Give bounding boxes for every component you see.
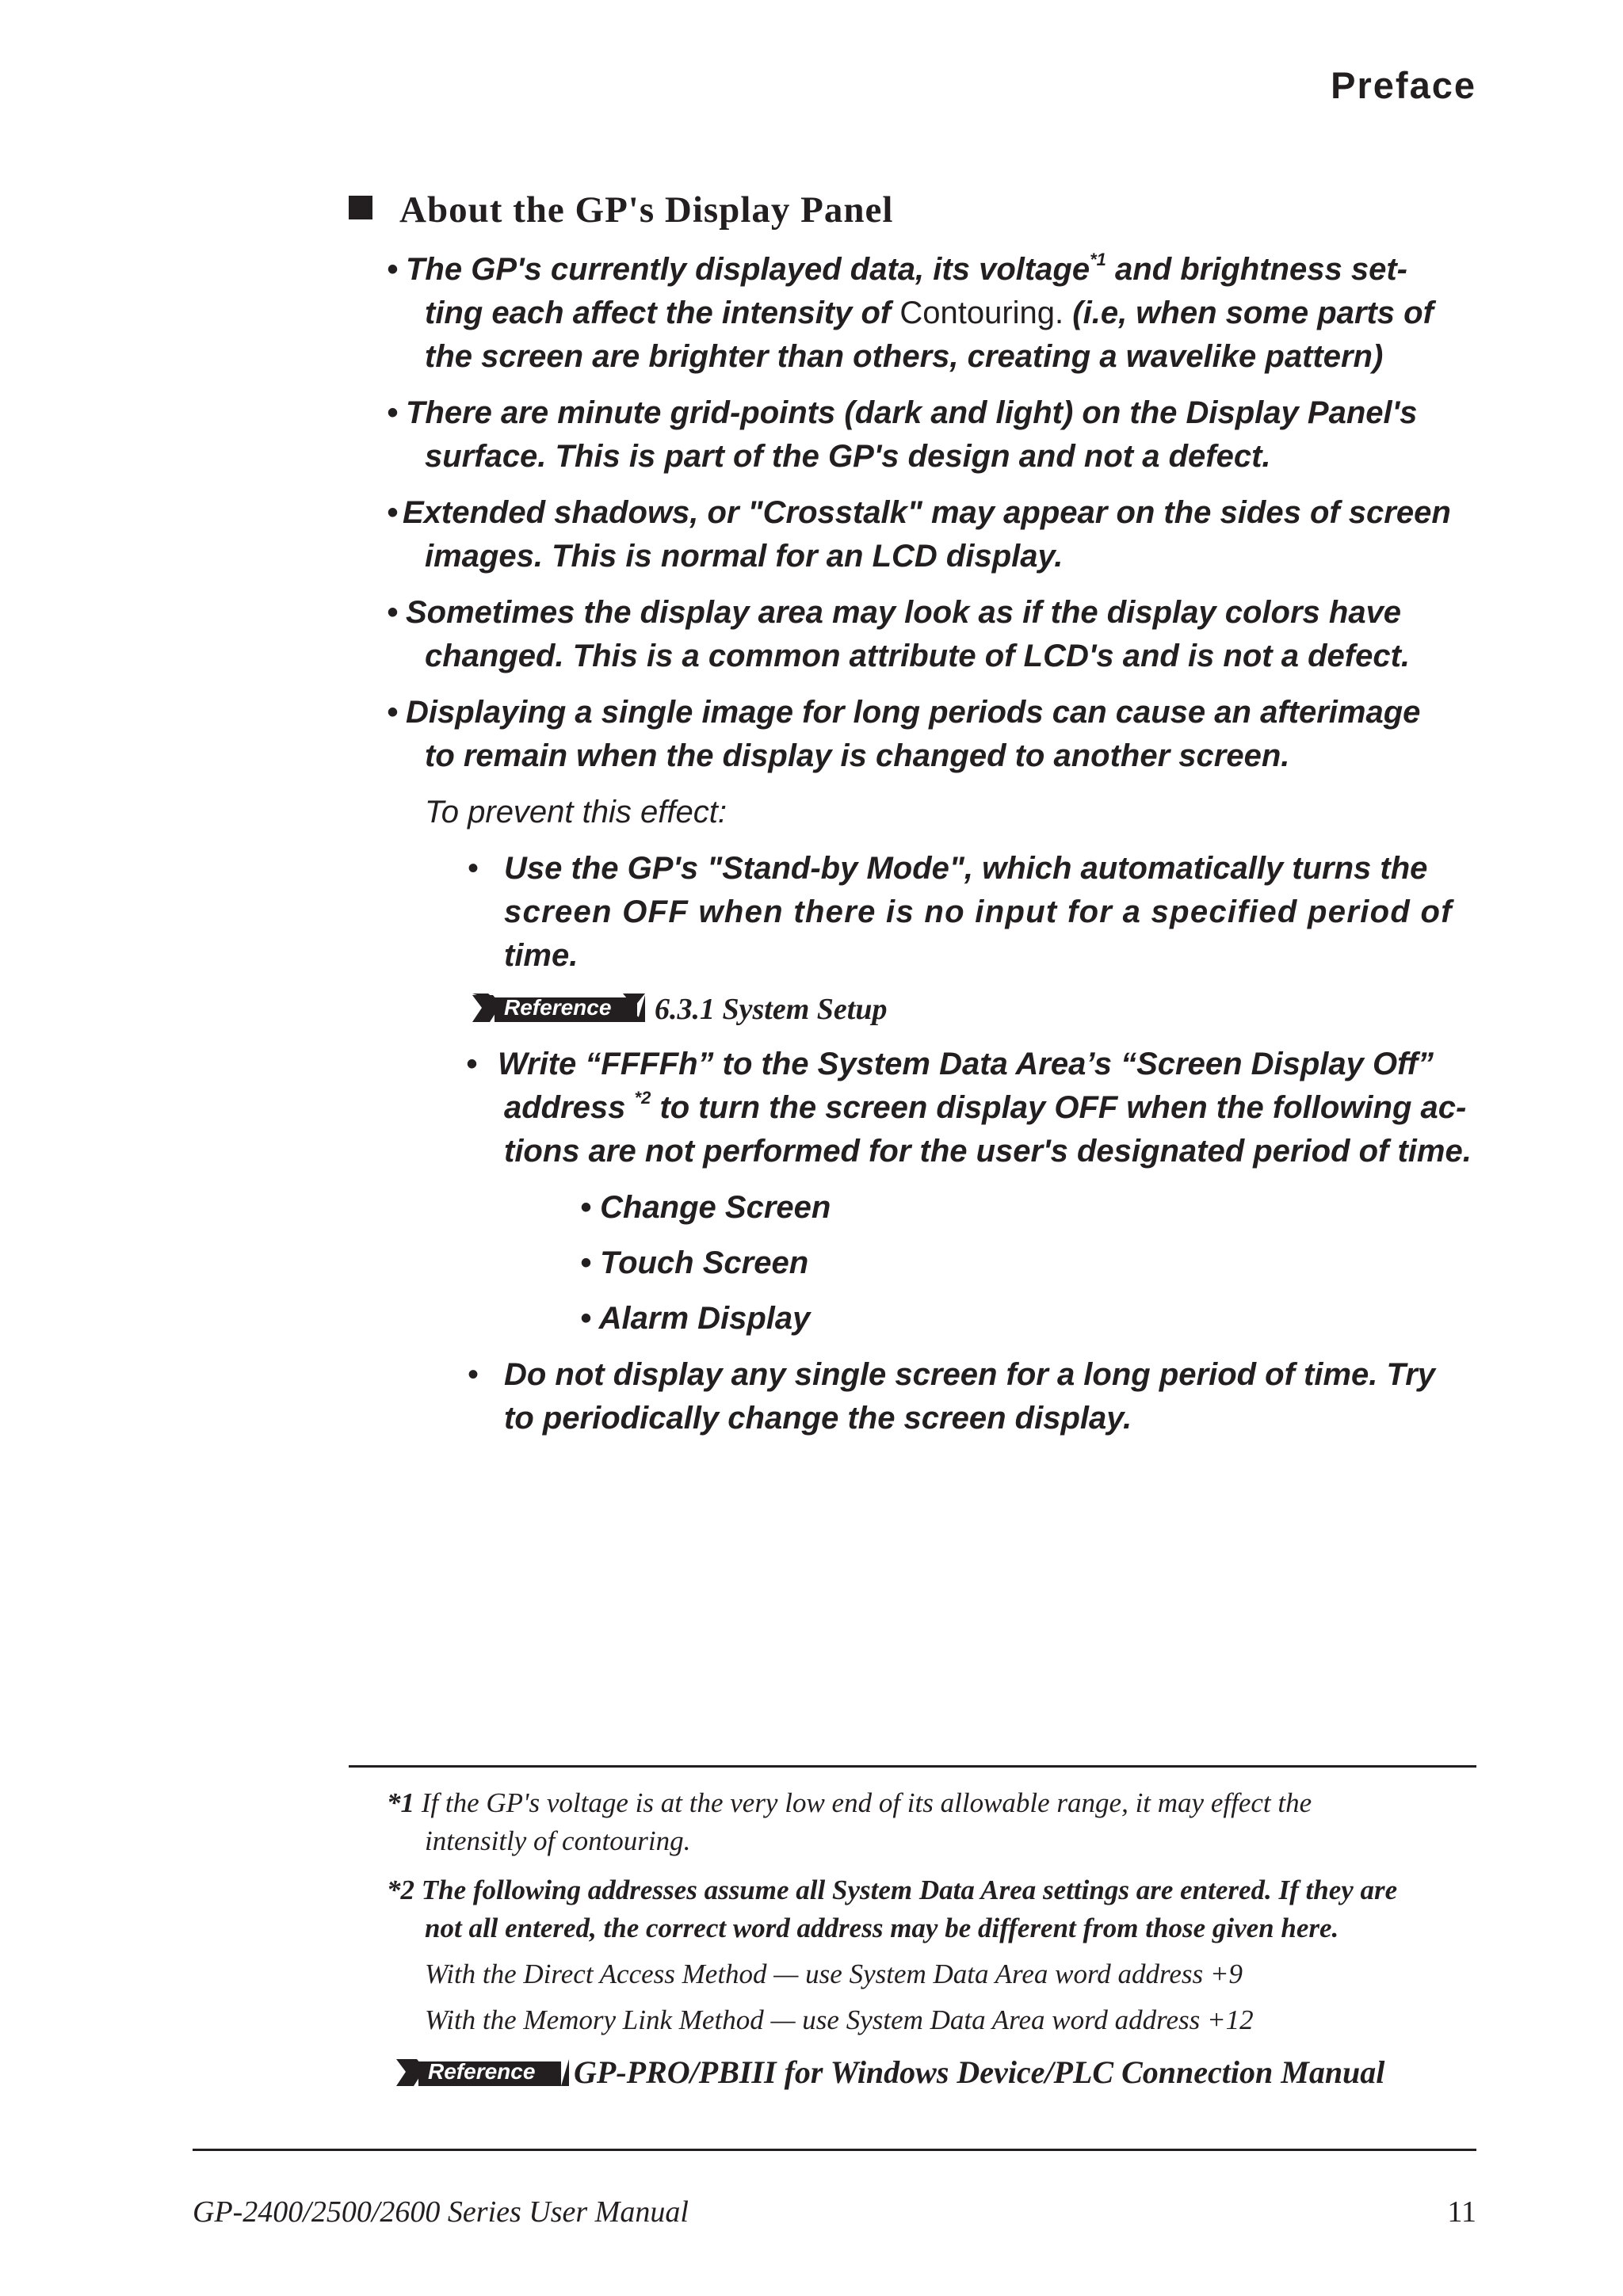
footnote-2-line-1: *2 The following addresses assume all System Data Area settings are entered. If they are xyxy=(387,1875,1398,1905)
footnote-1-line-2: intensitly of contouring. xyxy=(425,1825,691,1856)
reference-6-3-1[interactable] xyxy=(472,992,887,1027)
footer-manual-title: GP-2400/2500/2600 Series User Manual xyxy=(193,2195,689,2229)
bullet-4-line-2: changed. This is a common attribute of LCD's and is not a defect. xyxy=(425,639,1411,673)
reference-device-plc-manual[interactable] xyxy=(396,2054,1384,2091)
reference-badge-icon: Reference xyxy=(472,994,645,1024)
bullet-4-line-1: • Sometimes the display area may look as if the display colors have xyxy=(387,591,1401,635)
sub-bullet-1-line-1: • Use the GP's "Stand-by Mode", which automatically turns the xyxy=(468,847,1427,891)
reference-badge-icon: Reference xyxy=(396,2058,569,2088)
action-item-change-screen: • Change Screen xyxy=(580,1190,831,1225)
sub-bullet-2-line-3: tions are not performed for the user's designated period of time. xyxy=(504,1134,1472,1169)
reference-link-text[interactable]: GP-PRO/PBIII for Windows Device/PLC Connection Manual xyxy=(574,2054,1385,2090)
bullet-5-line-2: to remain when the display is changed to another screen. xyxy=(425,738,1290,773)
bullet-1-line-2: ting each affect the intensity of Contouring. (i.e, when some parts of xyxy=(425,296,1434,330)
bullet-dot: • xyxy=(387,252,399,287)
bullet-dot: • xyxy=(466,1047,478,1081)
bullet-dot: • xyxy=(387,395,399,430)
sub-bullet-2-line-1: • Write “FFFFh” to the System Data Area’s “Screen Display Off” xyxy=(466,1043,1434,1086)
section-heading xyxy=(349,189,893,231)
bullet-1-line-3: the screen are brighter than others, creating a wavelike pattern) xyxy=(425,339,1384,374)
sub-bullet-3-line-1: • Do not display any single screen for a long period of time. Try xyxy=(468,1353,1435,1397)
footnote-2-line-4: With the Memory Link Method — use System Data Area word address +12 xyxy=(425,2004,1254,2035)
section-heading-text: About the GP's Display Panel xyxy=(399,189,894,231)
page-number: 11 xyxy=(1447,2195,1476,2229)
bullet-3-line-2: images. This is normal for an LCD display. xyxy=(425,539,1064,574)
page-header-title: Preface xyxy=(1331,64,1476,106)
bullet-dot: • xyxy=(387,695,399,730)
footnote-2-line-2: not all entered, the correct word address may be different from those given here. xyxy=(425,1913,1339,1943)
bullet-dot: • xyxy=(468,1357,479,1392)
bullet-2-line-2: surface. This is part of the GP's design and not a defect. xyxy=(425,439,1271,474)
footnote-divider xyxy=(349,1765,1476,1768)
footnote-ref-1: *1 xyxy=(1090,250,1106,269)
bullet-dot: • xyxy=(387,595,399,630)
action-item-alarm-display: • Alarm Display xyxy=(580,1301,811,1336)
bullet-1-line-1: • The GP's currently displayed data, its voltage$^{*1}$ and brightness set- xyxy=(387,248,1407,292)
sub-bullet-1-line-2: screen OFF when there is no input for a specified period of xyxy=(504,894,1453,929)
bullet-2-line-1: • There are minute grid-points (dark and light) on the Display Panel's xyxy=(387,391,1417,435)
footnote-1-line-1: *1 If the GP's voltage is at the very low end of its allowable range, it may effect the xyxy=(387,1787,1312,1818)
reference-link-text[interactable]: 6.3.1 System Setup xyxy=(655,993,888,1026)
prevent-intro: To prevent this effect: xyxy=(425,795,727,830)
sub-bullet-1-line-3: time. xyxy=(504,938,579,973)
action-item-touch-screen: • Touch Screen xyxy=(580,1245,809,1280)
sub-bullet-3-line-2: to periodically change the screen display. xyxy=(504,1401,1132,1436)
bullet-dot: • xyxy=(387,495,399,530)
footnote-ref-2: *2 xyxy=(634,1088,651,1108)
square-bullet-icon xyxy=(349,196,372,219)
bullet-dot: • xyxy=(468,851,479,886)
bullet-3-line-1: • Extended shadows, or "Crosstalk" may appear on the sides of screen xyxy=(387,491,1451,535)
footnote-2-line-3: With the Direct Access Method — use System Data Area word address +9 xyxy=(425,1958,1243,1989)
footer-divider xyxy=(193,2149,1476,2151)
sub-bullet-2-line-2: address $^{*2}$ to turn the screen display OFF when the following ac- xyxy=(504,1088,1467,1125)
bullet-5-line-1: • Displaying a single image for long periods can cause an afterimage xyxy=(387,691,1420,734)
